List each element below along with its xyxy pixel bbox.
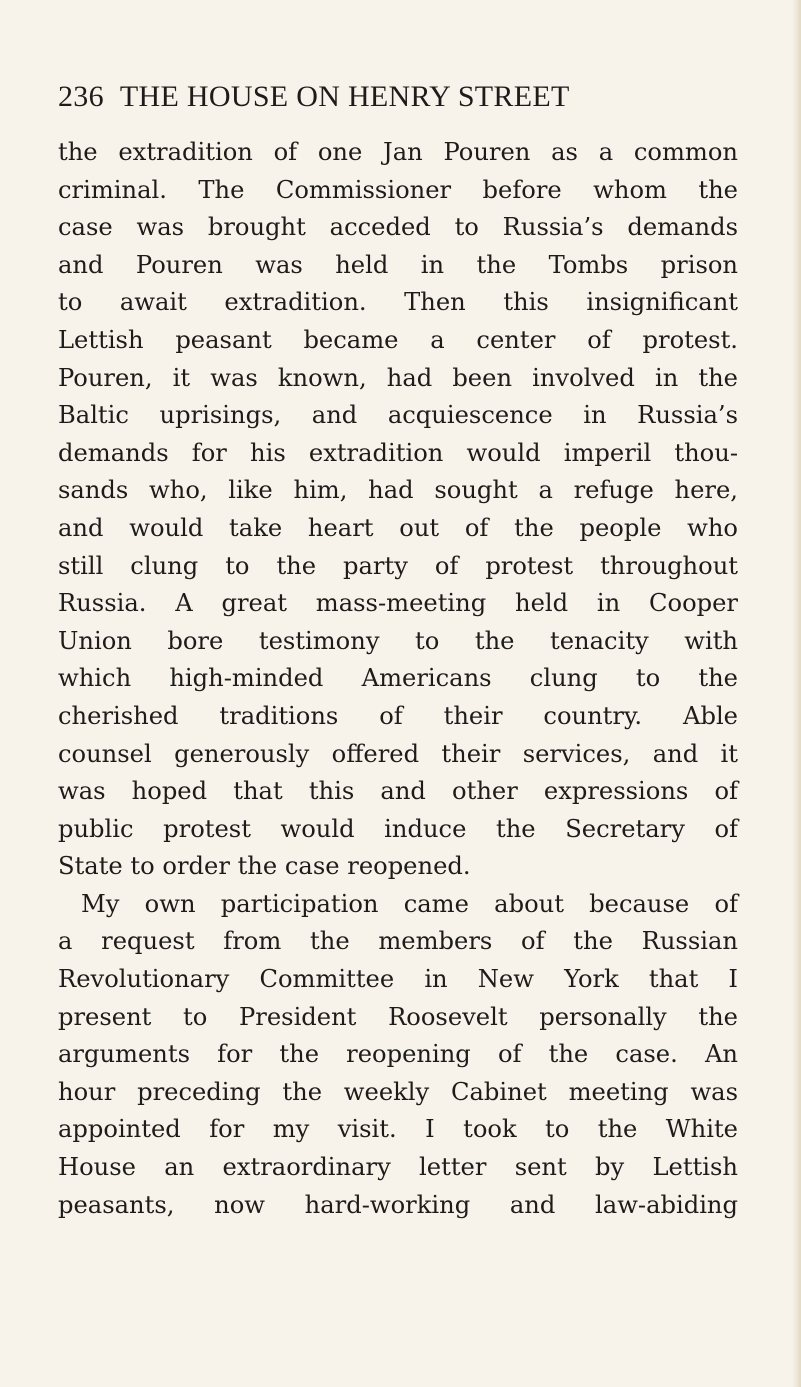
text-line: Union bore testimony to the tenacity with bbox=[58, 626, 738, 655]
page-number: 236 bbox=[58, 80, 104, 113]
body-text bbox=[58, 134, 738, 1224]
text-line: which high-minded Americans clung to the bbox=[58, 664, 738, 693]
text-line: a request from the members of the Russian bbox=[58, 927, 738, 956]
paragraph-start-line: My own participation came about because of bbox=[81, 889, 738, 918]
text-line: peasants, now hard-working and law-abiding bbox=[58, 1190, 738, 1219]
running-title: THE HOUSE ON HENRY STREET bbox=[119, 80, 570, 113]
text-line: Pouren, it was known, had been involved in the bbox=[58, 363, 738, 392]
text-line: case was brought acceded to Russia’s demands bbox=[58, 213, 738, 242]
text-line: House an extraordinary letter sent by Lettish bbox=[58, 1153, 738, 1182]
text-line: Russia. A great mass-meeting held in Cooper bbox=[58, 589, 738, 618]
text-line: and Pouren was held in the Tombs prison bbox=[58, 250, 738, 279]
text-line: the extradition of one Jan Pouren as a common bbox=[58, 138, 738, 166]
paragraph-end-line: State to order the case reopened. bbox=[58, 852, 471, 881]
text-line: was hoped that this and other expressions of bbox=[58, 777, 738, 806]
text-line: Baltic uprisings, and acquiescence in Russia’s bbox=[58, 401, 738, 430]
text-line: public protest would induce the Secretary of bbox=[58, 814, 738, 843]
text-line: and would take heart out of the people who bbox=[58, 513, 738, 542]
text-line: cherished traditions of their country. Able bbox=[58, 701, 738, 730]
text-line: demands for his extradition would imperil thou- bbox=[58, 438, 738, 467]
text-line: appointed for my visit. I took to the White bbox=[58, 1115, 738, 1144]
text-line: counsel generously offered their services, and it bbox=[58, 739, 738, 768]
running-header bbox=[58, 80, 758, 124]
text-line: still clung to the party of protest throughout bbox=[58, 551, 738, 580]
text-line: sands who, like him, had sought a refuge here, bbox=[58, 476, 738, 505]
text-line: to await extradition. Then this insignificant bbox=[58, 288, 738, 317]
page-edge-shadow bbox=[792, 0, 801, 1387]
text-line: hour preceding the weekly Cabinet meeting was bbox=[58, 1077, 738, 1106]
text-line: criminal. The Commissioner before whom the bbox=[58, 175, 738, 204]
text-line: Revolutionary Committee in New York that I bbox=[58, 965, 738, 994]
text-line: arguments for the reopening of the case. An bbox=[58, 1040, 738, 1069]
text-line: Lettish peasant became a center of protest. bbox=[58, 325, 738, 354]
text-line: present to President Roosevelt personally the bbox=[58, 1002, 738, 1031]
